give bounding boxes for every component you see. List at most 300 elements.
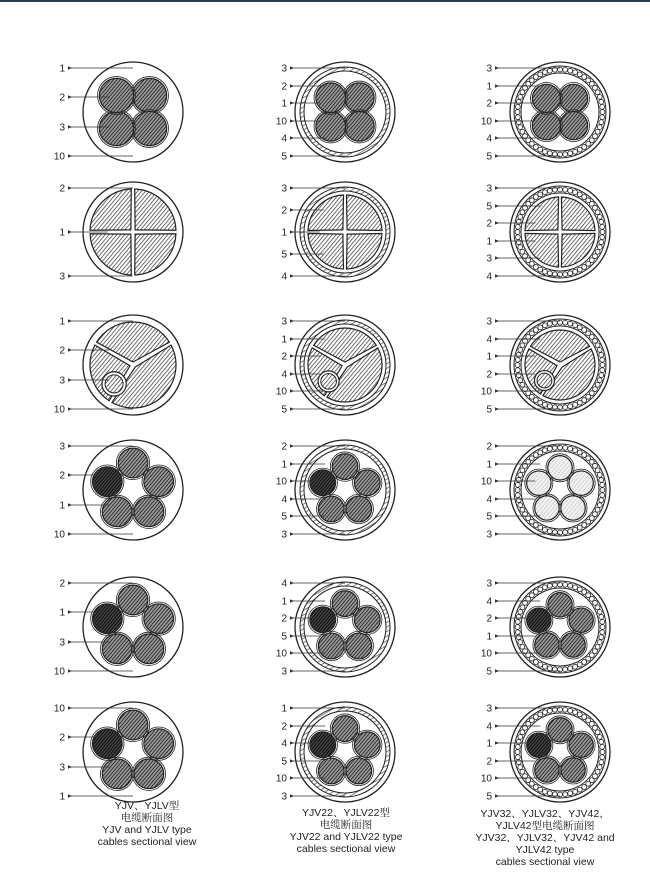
armour-wire [547, 583, 552, 588]
cable-section-2-6 [276, 702, 395, 803]
armour-wire [593, 85, 598, 90]
armour-wire [518, 473, 523, 478]
armour-wire [518, 245, 523, 250]
part-label: 2 [281, 613, 287, 625]
armour-wire [568, 529, 573, 534]
conductor-core [92, 467, 122, 497]
armour-wire [599, 739, 604, 744]
armour-wire [516, 614, 521, 619]
armour-wire [595, 90, 600, 95]
armour-wire [573, 664, 578, 669]
part-label: 4 [281, 369, 287, 381]
part-label: 10 [275, 386, 287, 398]
armour-wire [577, 267, 582, 272]
armour-wire [573, 585, 578, 590]
cable-section-2-1 [276, 62, 395, 163]
part-label: 1 [59, 63, 65, 75]
armour-wire [600, 104, 605, 109]
armour-wire [520, 210, 525, 215]
armour-wire [563, 530, 568, 535]
armour-wire [516, 120, 521, 125]
leader-arrow [68, 186, 72, 190]
caption-line: YJLV42 type [515, 844, 575, 856]
conductor-core [527, 733, 551, 757]
leader-arrow [68, 706, 72, 710]
leader-arrow [68, 319, 72, 323]
conductor-core [561, 758, 585, 782]
armour-wire [593, 725, 598, 730]
armour-wire [595, 382, 600, 387]
armour-wire [563, 445, 568, 450]
armour-wire [515, 619, 520, 624]
part-label: 3 [59, 271, 65, 283]
leader-arrow [290, 252, 294, 256]
leader-arrow [495, 389, 499, 393]
leader-arrow [290, 337, 294, 341]
armour-wire [568, 583, 573, 588]
armour-wire [516, 99, 521, 104]
part-label: 10 [53, 529, 65, 541]
armour-wire [515, 368, 520, 373]
armour-wire [515, 750, 520, 755]
part-label: 3 [281, 791, 287, 803]
armour-wire [597, 765, 602, 770]
armour-wire [595, 210, 600, 215]
cable-section-2-2 [281, 182, 395, 283]
conductor-core [310, 607, 336, 633]
part-label: 3 [59, 122, 65, 134]
armour-wire [538, 147, 543, 152]
leader-arrow [68, 230, 72, 234]
conductor-core [92, 604, 122, 634]
neutral-core [105, 375, 123, 393]
armour-wire [515, 755, 520, 760]
leader-arrow [68, 348, 72, 352]
armour-wire [543, 789, 548, 794]
part-label: 5 [486, 666, 492, 678]
armour-wire [600, 619, 605, 624]
armour-wire [538, 267, 543, 272]
armour-wire [568, 446, 573, 451]
part-label: 5 [486, 404, 492, 416]
armour-wire [515, 625, 520, 630]
leader-arrow [68, 378, 72, 382]
part-label: 4 [281, 578, 287, 590]
conductor-core [134, 634, 164, 664]
leader-arrow [290, 759, 294, 763]
armour-wire [573, 190, 578, 195]
armour-wire [543, 402, 548, 407]
leader-arrow [495, 319, 499, 323]
part-label: 1 [59, 316, 65, 328]
armour-wire [599, 352, 604, 357]
part-label: 5 [281, 631, 287, 643]
leader-arrow [495, 479, 499, 483]
armour-wire [515, 363, 520, 368]
leader-arrow [495, 186, 499, 190]
cable-section-1-4 [54, 440, 183, 541]
leader-arrow [495, 514, 499, 518]
armour-wire [597, 503, 602, 508]
part-label: 1 [486, 738, 492, 750]
armour-wire [568, 708, 573, 713]
part-label: 3 [486, 63, 492, 75]
armour-wire [599, 99, 604, 104]
armour-wire [547, 68, 552, 73]
part-label: 4 [486, 133, 492, 145]
caption-yjv32 [440, 808, 650, 868]
leader-arrow [290, 514, 294, 518]
leader-arrow [68, 735, 72, 739]
armour-wire [599, 498, 604, 503]
armour-wire [568, 68, 573, 73]
cable-section-1-2 [59, 182, 183, 283]
armour-wire [600, 493, 605, 498]
armour-wire [600, 755, 605, 760]
part-label: 4 [281, 494, 287, 506]
armour-wire [547, 321, 552, 326]
conductor-core [354, 732, 380, 758]
armour-wire [538, 325, 543, 330]
part-label: 3 [486, 578, 492, 590]
armour-wire [577, 72, 582, 77]
part-label: 1 [281, 703, 287, 715]
part-label: 5 [281, 404, 287, 416]
armour-wire [533, 195, 538, 200]
armour-wire [543, 190, 548, 195]
armour-wire [600, 115, 605, 120]
armour-wire [516, 635, 521, 640]
leader-arrow [290, 462, 294, 466]
part-label: 1 [59, 791, 65, 803]
armour-wire [547, 188, 552, 193]
leader-arrow [68, 669, 72, 673]
part-label: 2 [486, 756, 492, 768]
armour-wire [563, 67, 568, 72]
armour-wire [515, 488, 520, 493]
armour-wire [600, 482, 605, 487]
armour-wire [563, 667, 568, 672]
leader-arrow [495, 256, 499, 260]
cable-section-3-6 [481, 702, 610, 803]
leader-arrow [290, 599, 294, 603]
cable-section-3-4 [481, 440, 610, 541]
leader-arrow [290, 119, 294, 123]
part-label: 1 [486, 236, 492, 248]
armour-wire [547, 151, 552, 156]
cable-section-1-3 [54, 315, 183, 416]
part-label: 3 [486, 183, 492, 195]
armour-wire [582, 785, 587, 790]
outer-sheath [83, 62, 183, 162]
leader-arrow [68, 610, 72, 614]
leader-arrow [68, 581, 72, 585]
armour-wire [593, 338, 598, 343]
part-label: 5 [281, 249, 287, 261]
armour-wire [515, 224, 520, 229]
leader-arrow [290, 532, 294, 536]
armour-wire [518, 640, 523, 645]
leader-arrow [68, 66, 72, 70]
armour-wire [568, 666, 573, 671]
armour-wire [573, 70, 578, 75]
armour-wire [593, 463, 598, 468]
conductor-core [560, 84, 588, 112]
armour-wire [515, 104, 520, 109]
leader-arrow [290, 581, 294, 585]
leader-arrow [290, 208, 294, 212]
part-label: 4 [486, 334, 492, 346]
leader-arrow [495, 724, 499, 728]
part-label: 4 [281, 133, 287, 145]
conductor-core [561, 496, 585, 520]
armour-wire [597, 473, 602, 478]
part-label: 2 [59, 470, 65, 482]
part-label: 2 [59, 578, 65, 590]
part-label: 1 [59, 607, 65, 619]
conductor-core [99, 111, 133, 145]
armour-wire [533, 715, 538, 720]
armour-wire [577, 662, 582, 667]
inner-sheath [304, 71, 386, 153]
conductor-core [318, 496, 344, 522]
cable-section-2-4 [276, 440, 395, 541]
leader-arrow [68, 765, 72, 769]
armour-wire [547, 529, 552, 534]
armour-wire [515, 630, 520, 635]
leader-arrow [495, 372, 499, 376]
part-label: 3 [281, 183, 287, 195]
leader-arrow [290, 616, 294, 620]
armour-wire [518, 348, 523, 353]
leader-arrow [495, 354, 499, 358]
armour-wire [573, 402, 578, 407]
part-label: 2 [59, 92, 65, 104]
leader-arrow [290, 84, 294, 88]
caption-line: YJV32、YJLV32、YJV42 and [475, 832, 615, 844]
conductor-core [527, 471, 551, 495]
part-label: 2 [486, 613, 492, 625]
caption-line: YJV32、YJLV32、YJV42、 [480, 808, 610, 820]
part-label: 10 [480, 476, 492, 488]
leader-arrow [290, 776, 294, 780]
armour-wire [515, 110, 520, 115]
armour-wire [597, 245, 602, 250]
part-label: 5 [486, 791, 492, 803]
part-label: 10 [275, 476, 287, 488]
armour-wire [516, 739, 521, 744]
armour-wire [547, 404, 552, 409]
leader-arrow [290, 669, 294, 673]
armour-wire [520, 605, 525, 610]
armour-wire [563, 152, 568, 157]
leader-arrow [495, 119, 499, 123]
leader-arrow [495, 616, 499, 620]
armour-wire [600, 488, 605, 493]
part-label: 10 [480, 773, 492, 785]
part-label: 3 [486, 703, 492, 715]
armour-wire [577, 325, 582, 330]
caption-line: 电缆断面图 [319, 819, 373, 831]
part-label: 1 [281, 596, 287, 608]
neutral-core [537, 373, 552, 388]
leader-arrow [290, 389, 294, 393]
armour-wire [597, 640, 602, 645]
part-label: 2 [281, 441, 287, 453]
armour-wire [599, 373, 604, 378]
armour-wire [538, 450, 543, 455]
part-label: 1 [281, 98, 287, 110]
caption-line: cables sectional view [495, 856, 595, 868]
armour-wire [577, 147, 582, 152]
leader-arrow [290, 186, 294, 190]
armour-wire [595, 249, 600, 254]
leader-arrow [290, 101, 294, 105]
part-label: 2 [281, 721, 287, 733]
armour-wire [597, 125, 602, 130]
conductor-core [569, 608, 593, 632]
leader-arrow [290, 66, 294, 70]
conductor-core [310, 470, 336, 496]
armour-wire [577, 400, 582, 405]
armour-wire [543, 323, 548, 328]
part-label: 10 [275, 773, 287, 785]
caption-line: cables sectional view [296, 843, 396, 855]
armour-wire [538, 525, 543, 530]
conductor-core [535, 496, 559, 520]
part-label: 3 [59, 375, 65, 387]
conductor-core [346, 758, 372, 784]
leader-arrow [495, 274, 499, 278]
leader-arrow [68, 274, 72, 278]
armour-wire [597, 215, 602, 220]
armour-wire [582, 265, 587, 270]
leader-arrow [495, 776, 499, 780]
armour-wire [599, 240, 604, 245]
conductor-core [132, 78, 166, 112]
caption-yjv22 [241, 807, 451, 855]
part-label: 5 [281, 756, 287, 768]
armour-wire [600, 625, 605, 630]
armour-wire [597, 348, 602, 353]
part-label: 3 [281, 63, 287, 75]
armour-wire [538, 400, 543, 405]
armour-wire [515, 230, 520, 235]
part-label: 10 [53, 666, 65, 678]
leader-arrow [290, 319, 294, 323]
armour-wire [543, 149, 548, 154]
armour-wire [547, 666, 552, 671]
armour-wire [577, 525, 582, 530]
leader-arrow [290, 706, 294, 710]
part-label: 1 [281, 227, 287, 239]
leader-arrow [68, 640, 72, 644]
conductor-core [310, 732, 336, 758]
leader-arrow [290, 444, 294, 448]
conductor-core [118, 585, 148, 615]
part-label: 1 [281, 334, 287, 346]
armour-wire [563, 320, 568, 325]
part-label: 5 [486, 151, 492, 163]
part-label: 3 [59, 762, 65, 774]
conductor-core [99, 78, 133, 112]
armour-wire [568, 791, 573, 796]
sector-core [135, 234, 176, 275]
armour-wire [520, 507, 525, 512]
armour-wire [597, 378, 602, 383]
armour-wire [518, 735, 523, 740]
part-label: 2 [59, 183, 65, 195]
conductor-core [346, 633, 372, 659]
leader-arrow [290, 407, 294, 411]
neutral-core [321, 374, 337, 390]
armour-wire [595, 605, 600, 610]
part-label: 4 [281, 738, 287, 750]
armour-wire [518, 378, 523, 383]
leader-arrow [290, 372, 294, 376]
armour-wire [520, 769, 525, 774]
armour-wire [520, 468, 525, 473]
armour-wire [543, 710, 548, 715]
leader-arrow [290, 479, 294, 483]
armour-wire [597, 610, 602, 615]
leader-arrow [290, 497, 294, 501]
armour-wire [600, 230, 605, 235]
armour-wire [533, 590, 538, 595]
part-label: 2 [281, 205, 287, 217]
armour-wire [600, 630, 605, 635]
part-label: 10 [480, 648, 492, 660]
armour-wire [533, 328, 538, 333]
caption-line: 电缆断面图 [120, 812, 174, 824]
leader-arrow [495, 532, 499, 536]
leader-arrow [495, 136, 499, 140]
armour-wire [573, 448, 578, 453]
part-label: 4 [281, 271, 287, 283]
conductor-core [569, 733, 593, 757]
part-label: 3 [59, 637, 65, 649]
conductor-core [318, 758, 344, 784]
armour-wire [516, 760, 521, 765]
armour-wire [593, 205, 598, 210]
armour-wire [573, 710, 578, 715]
armour-wire [543, 527, 548, 532]
leader-arrow [495, 497, 499, 501]
armour-wire [599, 219, 604, 224]
armour-wire [600, 224, 605, 229]
armour-wire [573, 149, 578, 154]
armour-wire [516, 498, 521, 503]
conductor-core [118, 710, 148, 740]
leader-arrow [495, 706, 499, 710]
leader-arrow [495, 634, 499, 638]
conductor-core [561, 633, 585, 657]
part-label: 10 [53, 151, 65, 163]
armour-wire [515, 482, 520, 487]
leader-arrow [290, 354, 294, 358]
part-label: 3 [486, 316, 492, 328]
armour-wire [568, 188, 573, 193]
armour-wire [520, 129, 525, 134]
armour-wire [563, 707, 568, 712]
armour-wire [547, 446, 552, 451]
armour-wire [547, 791, 552, 796]
armour-wire [538, 192, 543, 197]
armour-wire [597, 735, 602, 740]
conductor-core [134, 497, 164, 527]
armour-wire [515, 115, 520, 120]
armour-wire [582, 523, 587, 528]
